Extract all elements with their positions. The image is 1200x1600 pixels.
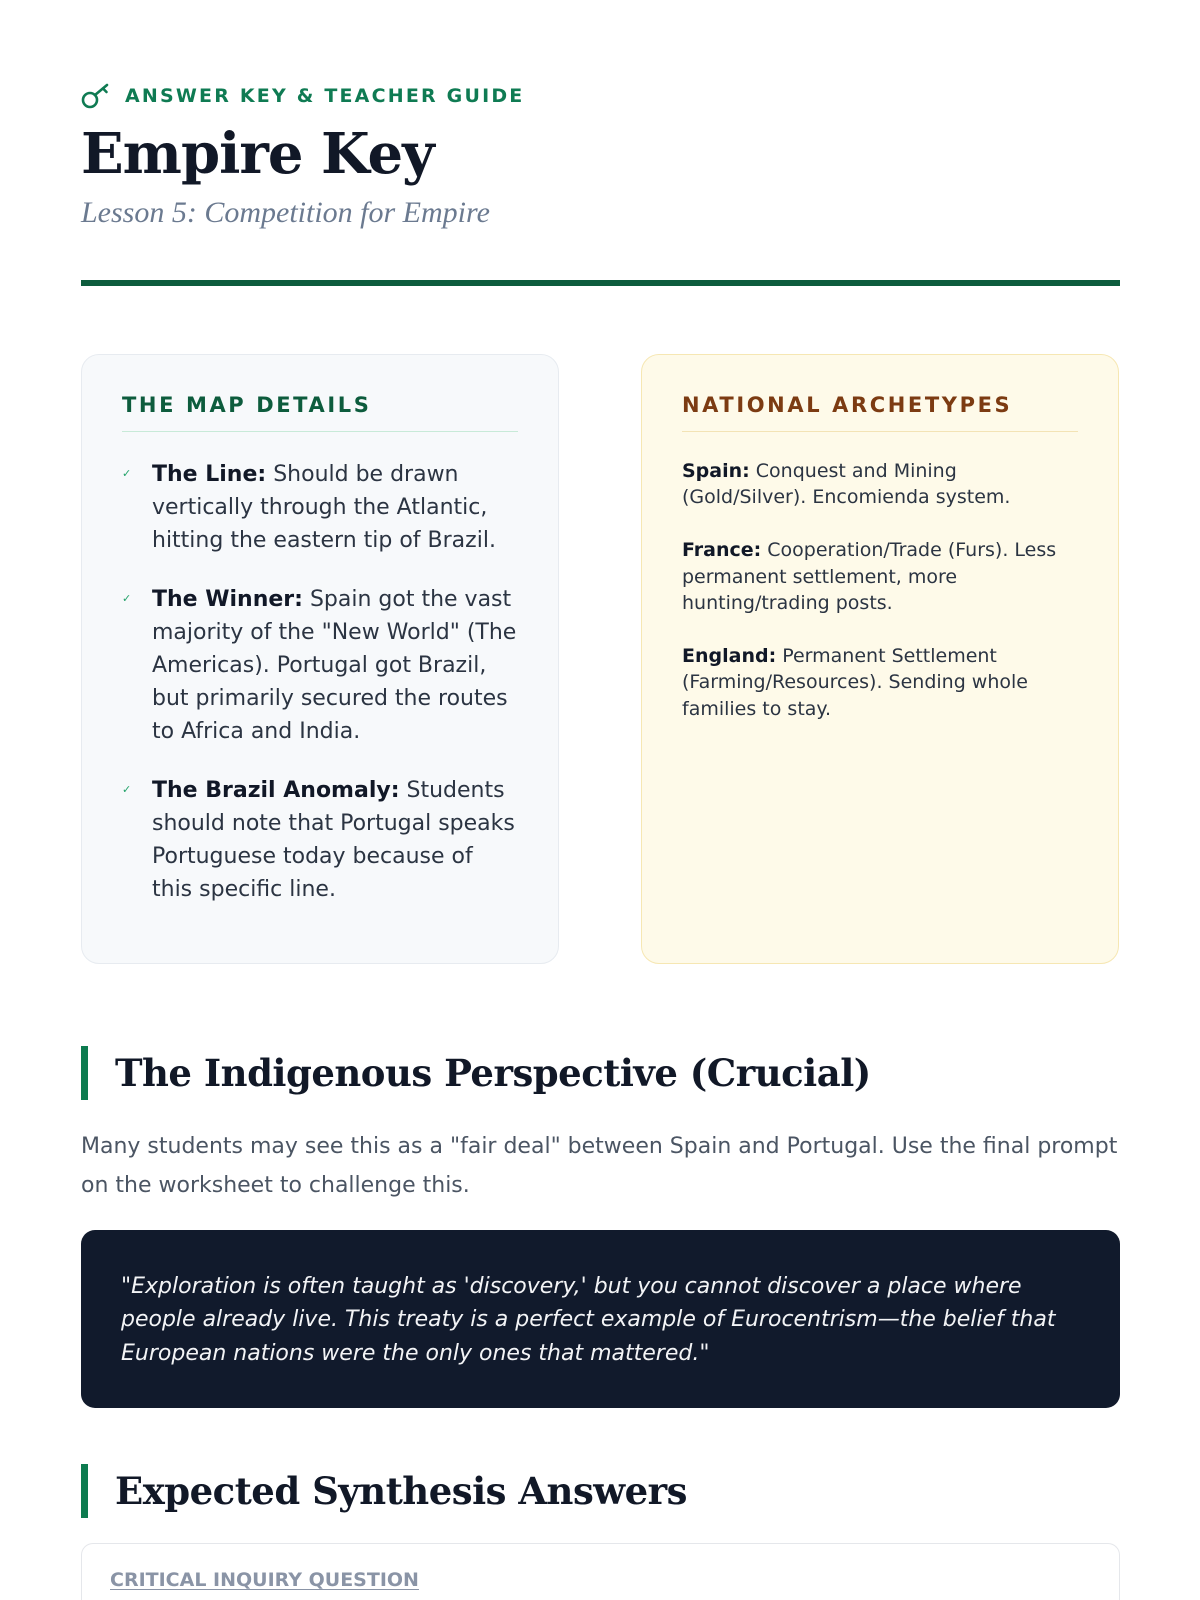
indigenous-intro: Many students may see this as a "fair deal" between Spain and Portugal. Use the final prompt on the worksheet to challenge this. bbox=[81, 1134, 1118, 1198]
map-detail-label: The Winner: bbox=[152, 587, 303, 612]
archetype-england bbox=[682, 643, 1078, 722]
archetype-spain bbox=[682, 458, 1078, 510]
archetype-text: Cooperation/Trade (Furs). Less permanent settlement, more hunting/trading posts. bbox=[682, 539, 1057, 614]
page-subtitle: Lesson 5: Competition for Empire bbox=[81, 196, 490, 229]
archetypes-heading: NATIONAL ARCHETYPES bbox=[682, 393, 1078, 432]
archetype-text: Conquest and Mining (Gold/Silver). Encomienda system. bbox=[682, 460, 1011, 509]
synthesis-section-heading bbox=[81, 1464, 687, 1518]
section-title: The Indigenous Perspective (Crucial) bbox=[115, 1051, 871, 1095]
indigenous-section-heading bbox=[81, 1046, 871, 1100]
archetype-label: Spain: bbox=[682, 460, 750, 482]
section-accent-bar bbox=[81, 1464, 88, 1518]
section-title: Expected Synthesis Answers bbox=[115, 1469, 687, 1513]
eyebrow-label: ANSWER KEY & TEACHER GUIDE bbox=[125, 85, 525, 107]
map-detail-text bbox=[152, 774, 518, 906]
map-detail-body: Should be drawn vertically through the Atlantic, hitting the eastern tip of Brazil. bbox=[152, 462, 496, 553]
page-title: Empire Key bbox=[81, 121, 434, 187]
critical-inquiry-card bbox=[81, 1543, 1120, 1600]
archetype-label: England: bbox=[682, 645, 777, 668]
eyebrow bbox=[81, 82, 525, 110]
header-divider bbox=[81, 280, 1120, 286]
critical-inquiry-label: CRITICAL INQUIRY QUESTION bbox=[110, 1569, 419, 1591]
archetype-france bbox=[682, 537, 1078, 616]
list-item bbox=[122, 458, 518, 557]
map-detail-body: Spain got the vast majority of the "New World" (The Americas). Portugal got Brazil, but primarily secured the routes to Africa and India. bbox=[152, 587, 517, 744]
quote-text: "Exploration is often taught as 'discovery,' but you cannot discover a place where people already live. This treaty is a perfect example of Eurocentrism—the belief that European nations were the only ones that mattered." bbox=[121, 1274, 1056, 1366]
map-detail-text bbox=[152, 458, 518, 557]
map-detail-label: The Line: bbox=[152, 462, 267, 487]
quote-box bbox=[81, 1230, 1120, 1408]
map-details-heading: THE MAP DETAILS bbox=[122, 393, 518, 432]
section-accent-bar bbox=[81, 1046, 88, 1100]
check-icon: ✓ bbox=[122, 783, 132, 796]
national-archetypes-card bbox=[641, 354, 1119, 964]
map-detail-body: Students should note that Portugal speaks Portuguese today because of this specific line. bbox=[152, 778, 515, 902]
check-icon: ✓ bbox=[122, 592, 132, 605]
map-detail-label: The Brazil Anomaly: bbox=[152, 778, 400, 803]
key-icon bbox=[81, 82, 111, 110]
archetypes-list bbox=[682, 458, 1078, 722]
check-icon: ✓ bbox=[122, 467, 132, 480]
map-details-list bbox=[122, 458, 518, 906]
archetype-text: Permanent Settlement (Farming/Resources). Sending whole families to stay. bbox=[682, 645, 1028, 720]
archetype-label: France: bbox=[682, 539, 762, 562]
list-item bbox=[122, 583, 518, 748]
list-item bbox=[122, 774, 518, 906]
map-details-card bbox=[81, 354, 559, 964]
map-detail-text bbox=[152, 583, 518, 748]
